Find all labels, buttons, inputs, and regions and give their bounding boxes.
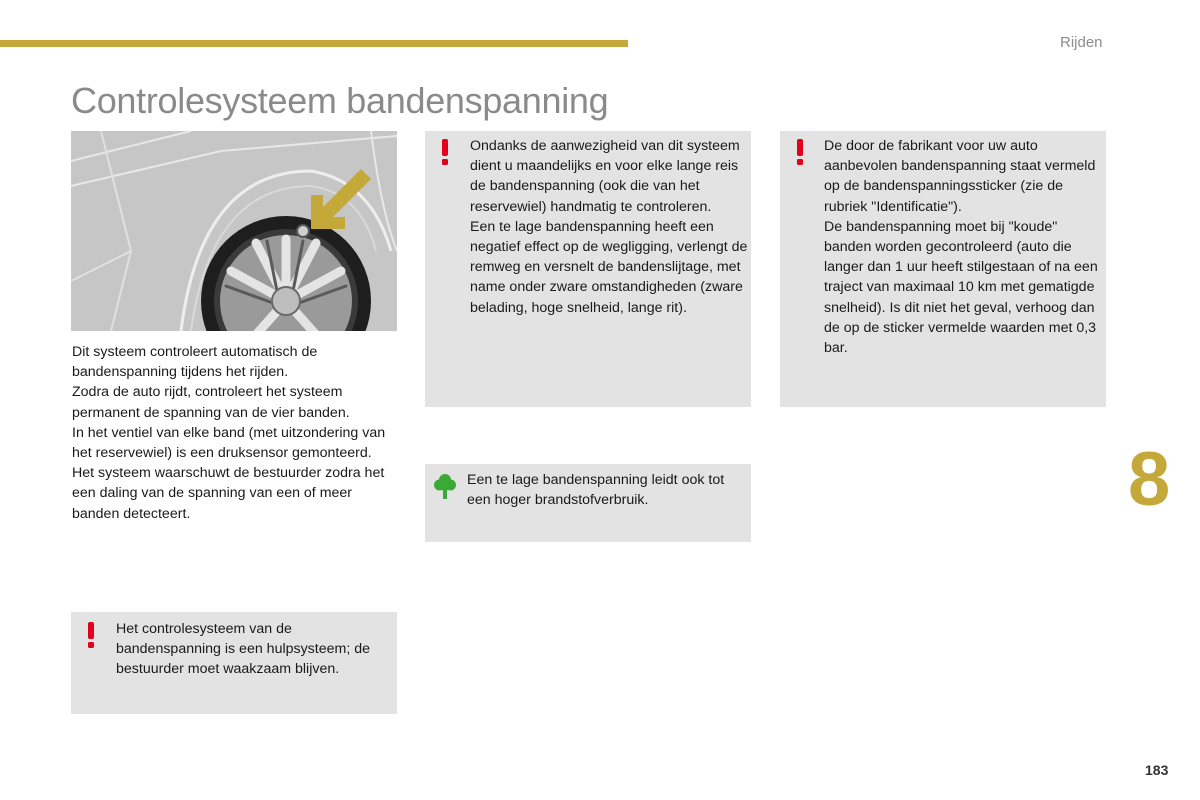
warning-assist-text: Het controlesysteem van de bandenspanning is een hulpsysteem; de bestuurder moet waakzaam blijven. [116, 621, 370, 678]
exclamation-icon [85, 622, 97, 648]
warning-box-assist [71, 612, 397, 714]
intro-paragraph: Dit systeem controleert automatisch de bandenspanning tijdens het rijden. Zodra de auto rijdt, controleert het systeem permanent de spanning van de vier banden. In het ventiel van elke band (met uitzondering van het reservewiel) is een druksensor gemonteerd. Het systeem waarschuwt de bestuurder zodra het een daling van de spanning van een of meer banden detecteert. [72, 344, 386, 522]
page-title: Controlesysteem bandenspanning [71, 80, 609, 121]
page-number: 183 [1145, 762, 1169, 778]
exclamation-icon [794, 139, 806, 165]
chapter-number: 8 [1128, 437, 1171, 522]
warning-monthly-text: Ondanks de aanwezigheid van dit systeem dient u maandelijks en voor elke lange reis de bandenspanning (ook die van het reservewiel) handmatig te controleren. Een te lage bandenspanning heeft een negatief effect op de wegligging, verlengt de remweg en versnelt de bandenslijtage, met name onder zware omstandigheden (zware belading, hoge snelheid, lange rit). [470, 138, 748, 316]
eco-tip-text: Een te lage bandenspanning leidt ook tot een hoger brandstofverbruik. [467, 472, 725, 509]
wheel-drawing [71, 131, 397, 331]
exclamation-icon [439, 139, 451, 165]
warning-box-monthly-check [425, 131, 751, 407]
section-label: Rijden [1060, 34, 1103, 51]
eco-tip-box [425, 464, 751, 542]
wheel-illustration [71, 131, 397, 331]
header-gold-bar [0, 40, 628, 47]
tree-icon [434, 473, 456, 499]
warning-box-recommended-pressure [780, 131, 1106, 407]
warning-recommended-text: De door de fabrikant voor uw auto aanbevolen bandenspanning staat vermeld op de bandenspanningssticker (zie de rubriek "Identificatie"). De bandenspanning moet bij "koude" banden worden gecontroleerd (auto die langer dan 1 uur heeft stilgestaan of na een traject van maximaal 10 km met gematigde snelheid). Is dit niet het geval, verhoog dan de op de sticker vermelde waarden met 0,3 bar. [824, 138, 1098, 357]
